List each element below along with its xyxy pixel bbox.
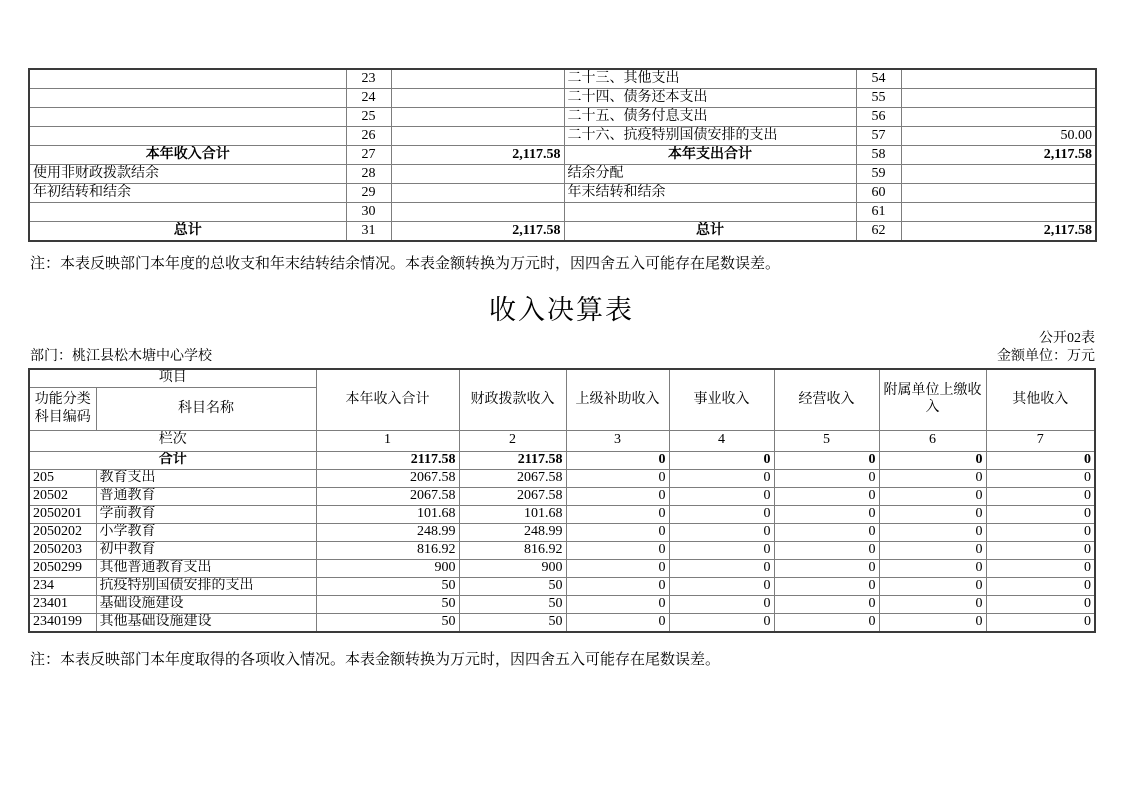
income-line-number-cell: 24 — [346, 89, 391, 108]
amount-cell: 0 — [566, 541, 669, 559]
expenditure-line-number-cell: 59 — [856, 165, 901, 184]
expenditure-item-cell: 结余分配 — [564, 165, 856, 184]
amount-cell: 0 — [669, 577, 774, 595]
amount-cell: 0 — [986, 487, 1095, 505]
amount-cell: 0 — [986, 559, 1095, 577]
function-code-cell: 23401 — [29, 595, 96, 613]
expenditure-amount-cell — [901, 89, 1096, 108]
expenditure-amount-cell: 50.00 — [901, 127, 1096, 146]
amount-cell: 816.92 — [459, 541, 566, 559]
balance-table-row — [29, 108, 1096, 127]
expenditure-line-number-cell: 61 — [856, 203, 901, 222]
amount-cell: 0 — [774, 541, 879, 559]
subject-name-cell: 其他基础设施建设 — [96, 613, 316, 632]
income-amount-cell — [391, 108, 564, 127]
amount-cell: 0 — [566, 505, 669, 523]
amount-cell: 0 — [879, 559, 986, 577]
expenditure-item-cell: 二十三、其他支出 — [564, 69, 856, 89]
code-header-cell: 功能分类科目编码 — [29, 387, 96, 430]
function-code-cell: 2050201 — [29, 505, 96, 523]
income-item-cell — [29, 89, 346, 108]
income-item-cell: 使用非财政拨款结余 — [29, 165, 346, 184]
income-table-row — [29, 469, 1095, 487]
expenditure-item-cell: 二十六、抗疫特别国债安排的支出 — [564, 127, 856, 146]
amount-cell: 101.68 — [459, 505, 566, 523]
amount-cell: 2117.58 — [316, 451, 459, 469]
amount-cell: 0 — [986, 469, 1095, 487]
department-label: 部门：桃江县松木塘中心学校 — [30, 349, 212, 364]
column-number: 2 — [459, 430, 566, 451]
amount-cell: 248.99 — [459, 523, 566, 541]
project-header-cell: 项目 — [29, 369, 316, 387]
expenditure-line-number-cell: 57 — [856, 127, 901, 146]
amount-cell: 2067.58 — [459, 487, 566, 505]
expenditure-item-cell: 总计 — [564, 222, 856, 242]
amount-cell: 0 — [879, 613, 986, 632]
income-line-number-cell: 26 — [346, 127, 391, 146]
column-number: 7 — [986, 430, 1095, 451]
column-number: 3 — [566, 430, 669, 451]
income-line-number-cell: 25 — [346, 108, 391, 127]
expenditure-item-cell: 二十五、债务付息支出 — [564, 108, 856, 127]
expenditure-amount-cell — [901, 69, 1096, 89]
income-amount-cell — [391, 203, 564, 222]
expenditure-amount-cell — [901, 184, 1096, 203]
amount-cell: 0 — [669, 487, 774, 505]
amount-cell: 0 — [879, 451, 986, 469]
income-item-cell: 总计 — [29, 222, 346, 242]
amount-cell: 101.68 — [316, 505, 459, 523]
balance-table-note: 注：本表反映部门本年度的总收支和年末结转结余情况。本表金额转换为万元时，因四舍五入可能存在尾数误差。 — [30, 256, 781, 272]
balance-table-row — [29, 69, 1096, 89]
function-code-cell: 2340199 — [29, 613, 96, 632]
amount-cell: 0 — [669, 505, 774, 523]
amount-cell: 0 — [669, 541, 774, 559]
amount-cell: 0 — [669, 559, 774, 577]
amount-cell: 2117.58 — [459, 451, 566, 469]
column-number: 6 — [879, 430, 986, 451]
amount-cell: 0 — [986, 523, 1095, 541]
doc-number-label: 公开02表 — [1039, 331, 1095, 346]
balance-table-row — [29, 146, 1096, 165]
expenditure-amount-cell — [901, 108, 1096, 127]
amount-cell: 0 — [774, 523, 879, 541]
expenditure-amount-cell — [901, 203, 1096, 222]
amount-cell: 900 — [316, 559, 459, 577]
subject-name-cell: 学前教育 — [96, 505, 316, 523]
income-line-number-cell: 27 — [346, 146, 391, 165]
subject-total-cell: 合计 — [29, 451, 316, 469]
income-amount-cell: 2,117.58 — [391, 222, 564, 242]
income-amount-cell — [391, 127, 564, 146]
function-code-cell: 205 — [29, 469, 96, 487]
balance-table-row — [29, 184, 1096, 203]
amount-cell: 0 — [986, 577, 1095, 595]
expenditure-item-cell: 二十四、债务还本支出 — [564, 89, 856, 108]
income-header-row-lanci — [29, 430, 1095, 451]
column-header: 其他收入 — [986, 369, 1095, 430]
income-table-row — [29, 541, 1095, 559]
amount-cell: 50 — [459, 613, 566, 632]
subject-name-cell: 普通教育 — [96, 487, 316, 505]
amount-cell: 0 — [566, 523, 669, 541]
balance-table-row — [29, 222, 1096, 242]
income-table-row — [29, 595, 1095, 613]
amount-cell: 0 — [986, 505, 1095, 523]
expenditure-item-cell — [564, 203, 856, 222]
income-item-cell — [29, 69, 346, 89]
expenditure-line-number-cell: 62 — [856, 222, 901, 242]
subject-name-cell: 抗疫特别国债安排的支出 — [96, 577, 316, 595]
subject-name-cell: 基础设施建设 — [96, 595, 316, 613]
amount-cell: 2067.58 — [316, 487, 459, 505]
amount-cell: 50 — [459, 577, 566, 595]
column-header: 财政拨款收入 — [459, 369, 566, 430]
income-line-number-cell: 23 — [346, 69, 391, 89]
column-header: 事业收入 — [669, 369, 774, 430]
amount-cell: 816.92 — [316, 541, 459, 559]
amount-cell: 0 — [774, 487, 879, 505]
amount-cell: 0 — [879, 541, 986, 559]
income-table-row — [29, 523, 1095, 541]
amount-cell: 0 — [566, 577, 669, 595]
column-number: 1 — [316, 430, 459, 451]
income-header-row-project — [29, 369, 1095, 387]
column-header: 经营收入 — [774, 369, 879, 430]
income-item-cell — [29, 127, 346, 146]
amount-cell: 0 — [774, 613, 879, 632]
amount-unit-label: 金额单位：万元 — [997, 349, 1095, 364]
expenditure-amount-cell: 2,117.58 — [901, 146, 1096, 165]
function-code-cell: 20502 — [29, 487, 96, 505]
income-table-row — [29, 577, 1095, 595]
amount-cell: 0 — [879, 577, 986, 595]
income-amount-cell — [391, 165, 564, 184]
balance-table-row — [29, 127, 1096, 146]
income-line-number-cell: 31 — [346, 222, 391, 242]
amount-cell: 50 — [459, 595, 566, 613]
amount-cell: 0 — [566, 595, 669, 613]
income-item-cell — [29, 203, 346, 222]
amount-cell: 2067.58 — [316, 469, 459, 487]
balance-table-row — [29, 89, 1096, 108]
amount-cell: 0 — [566, 487, 669, 505]
amount-cell: 0 — [879, 523, 986, 541]
amount-cell: 0 — [566, 451, 669, 469]
income-amount-cell: 2,117.58 — [391, 146, 564, 165]
subject-name-header-cell: 科目名称 — [96, 387, 316, 430]
amount-cell: 0 — [986, 541, 1095, 559]
balance-table-row — [29, 165, 1096, 184]
amount-cell: 0 — [986, 595, 1095, 613]
expenditure-line-number-cell: 60 — [856, 184, 901, 203]
amount-cell: 0 — [879, 487, 986, 505]
income-table — [28, 368, 1096, 633]
amount-cell: 0 — [669, 469, 774, 487]
amount-cell: 0 — [774, 595, 879, 613]
amount-cell: 0 — [774, 505, 879, 523]
expenditure-line-number-cell: 54 — [856, 69, 901, 89]
amount-cell: 0 — [669, 613, 774, 632]
income-item-cell — [29, 108, 346, 127]
income-amount-cell — [391, 89, 564, 108]
expenditure-line-number-cell: 56 — [856, 108, 901, 127]
amount-cell: 0 — [879, 469, 986, 487]
subject-name-cell: 初中教育 — [96, 541, 316, 559]
income-line-number-cell: 28 — [346, 165, 391, 184]
amount-cell: 0 — [774, 559, 879, 577]
income-table-row — [29, 487, 1095, 505]
income-table-row — [29, 505, 1095, 523]
amount-cell: 0 — [669, 523, 774, 541]
subject-name-cell: 小学教育 — [96, 523, 316, 541]
amount-cell: 50 — [316, 577, 459, 595]
income-item-cell: 年初结转和结余 — [29, 184, 346, 203]
amount-cell: 0 — [879, 595, 986, 613]
subject-name-cell: 其他普通教育支出 — [96, 559, 316, 577]
income-line-number-cell: 30 — [346, 203, 391, 222]
income-table-row — [29, 559, 1095, 577]
column-header: 附属单位上缴收入 — [879, 369, 986, 430]
income-amount-cell — [391, 184, 564, 203]
expenditure-item-cell: 本年支出合计 — [564, 146, 856, 165]
amount-cell: 2067.58 — [459, 469, 566, 487]
amount-cell: 0 — [774, 451, 879, 469]
amount-cell: 0 — [566, 469, 669, 487]
balance-table-row — [29, 203, 1096, 222]
expenditure-line-number-cell: 58 — [856, 146, 901, 165]
amount-cell: 50 — [316, 613, 459, 632]
page-title: 收入决算表 — [489, 295, 634, 325]
income-table-note: 注：本表反映部门本年度取得的各项收入情况。本表金额转换为万元时，因四舍五入可能存在尾数误差。 — [30, 652, 721, 668]
amount-cell: 0 — [986, 613, 1095, 632]
lanci-header-cell: 栏次 — [29, 430, 316, 451]
column-number: 4 — [669, 430, 774, 451]
amount-cell: 0 — [774, 469, 879, 487]
expenditure-item-cell: 年末结转和结余 — [564, 184, 856, 203]
subject-name-cell: 教育支出 — [96, 469, 316, 487]
income-table-row — [29, 613, 1095, 632]
amount-cell: 50 — [316, 595, 459, 613]
amount-cell: 0 — [774, 577, 879, 595]
amount-cell: 0 — [669, 451, 774, 469]
function-code-cell: 234 — [29, 577, 96, 595]
amount-cell: 0 — [566, 613, 669, 632]
amount-cell: 0 — [879, 505, 986, 523]
income-line-number-cell: 29 — [346, 184, 391, 203]
column-header: 本年收入合计 — [316, 369, 459, 430]
expenditure-line-number-cell: 55 — [856, 89, 901, 108]
amount-cell: 0 — [669, 595, 774, 613]
function-code-cell: 2050203 — [29, 541, 96, 559]
expenditure-amount-cell — [901, 165, 1096, 184]
balance-table — [28, 68, 1097, 242]
column-header: 上级补助收入 — [566, 369, 669, 430]
income-table-row — [29, 451, 1095, 469]
income-item-cell: 本年收入合计 — [29, 146, 346, 165]
amount-cell: 248.99 — [316, 523, 459, 541]
expenditure-amount-cell: 2,117.58 — [901, 222, 1096, 242]
function-code-cell: 2050299 — [29, 559, 96, 577]
amount-cell: 0 — [986, 451, 1095, 469]
income-amount-cell — [391, 69, 564, 89]
amount-cell: 0 — [566, 559, 669, 577]
amount-cell: 900 — [459, 559, 566, 577]
column-number: 5 — [774, 430, 879, 451]
function-code-cell: 2050202 — [29, 523, 96, 541]
